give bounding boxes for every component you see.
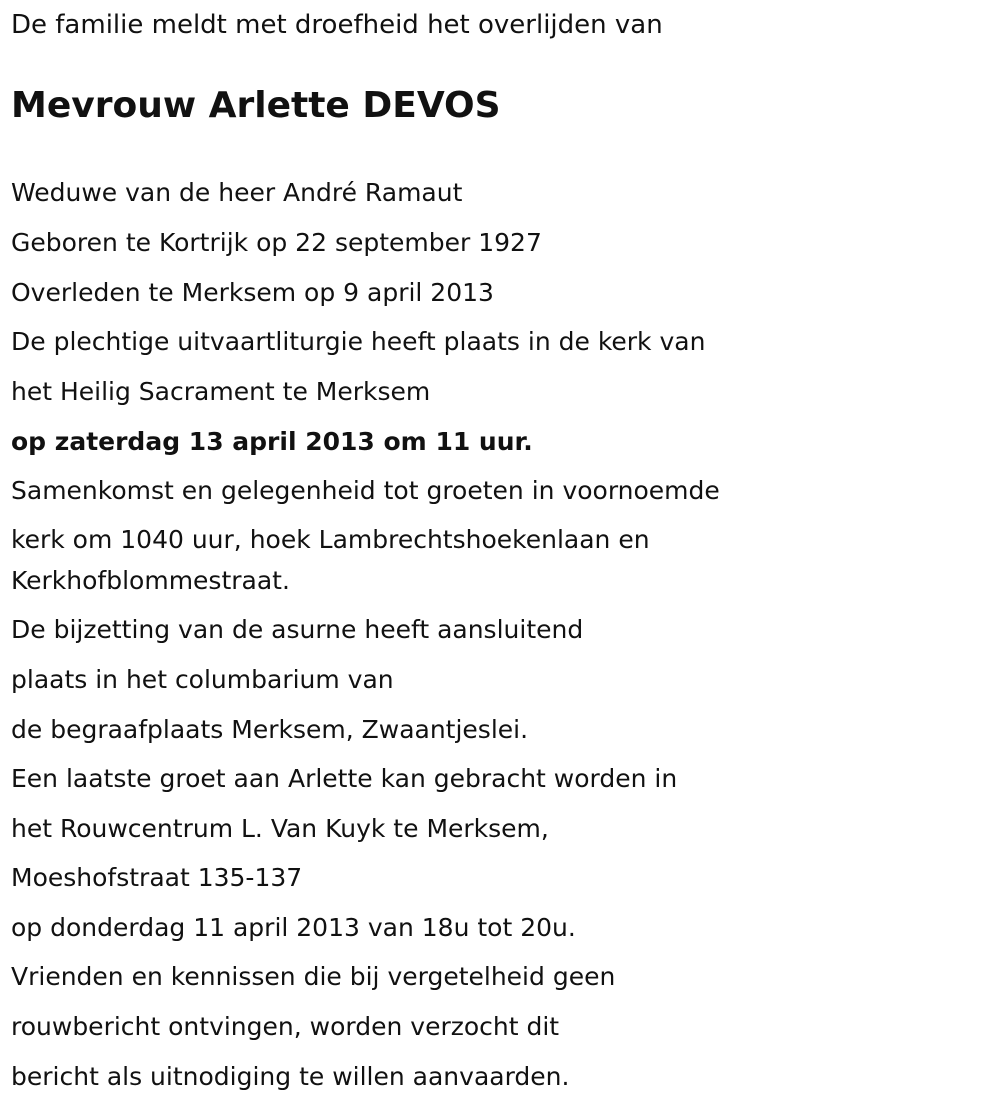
death-line: Overleden te Merksem op 9 april 2013: [11, 278, 494, 307]
widow-line: Weduwe van de heer André Ramaut: [11, 178, 463, 207]
funeral-home-line: het Rouwcentrum L. Van Kuyk te Merksem,: [11, 814, 549, 843]
gathering-time-line: kerk om 1040 uur, hoek Lambrechtshoekenlaan en: [11, 525, 650, 554]
cemetery-line: de begraafplaats Merksem, Zwaantjeslei.: [11, 715, 529, 744]
invitation-line: bericht als uitnodiging te willen aanvaarden.: [11, 1062, 570, 1091]
birth-line: Geboren te Kortrijk op 22 september 1927: [11, 228, 542, 257]
columbarium-line: plaats in het columbarium van: [11, 665, 394, 694]
request-line: rouwbericht ontvingen, worden verzocht dit: [11, 1012, 560, 1041]
funeral-line: De plechtige uitvaartliturgie heeft plaats in de kerk van: [11, 327, 706, 356]
urn-line: De bijzetting van de asurne heeft aansluitend: [11, 615, 584, 644]
farewell-line: Een laatste groet aan Arlette kan gebracht worden in: [11, 764, 678, 793]
intro-text: De familie meldt met droefheid het overlijden van: [11, 10, 663, 40]
funeral-date-line: op zaterdag 13 april 2013 om 11 uur.: [11, 427, 533, 456]
street-line: Kerkhofblommestraat.: [11, 566, 290, 595]
friends-line: Vrienden en kennissen die bij vergetelheid geen: [11, 962, 616, 991]
visitation-line: op donderdag 11 april 2013 van 18u tot 20u.: [11, 913, 576, 942]
gathering-line: Samenkomst en gelegenheid tot groeten in voornoemde: [11, 476, 720, 505]
deceased-name: Mevrouw Arlette DEVOS: [11, 85, 501, 126]
address-line: Moeshofstraat 135-137: [11, 863, 303, 892]
church-line: het Heilig Sacrament te Merksem: [11, 377, 431, 406]
